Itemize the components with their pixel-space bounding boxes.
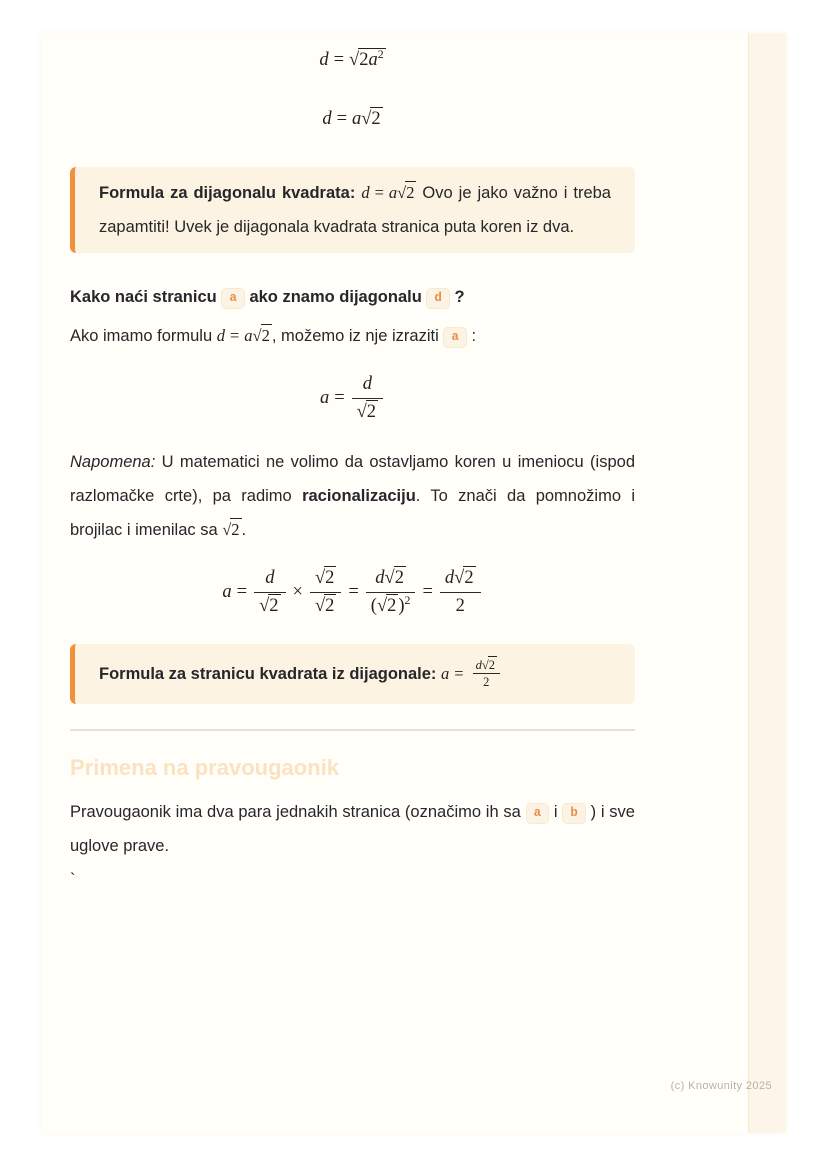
display-formula-rationalization: a = $\frac{d}{√2}$ × $\frac{√2}{√2}$ = $\frac{d√2}{(√2 )^2}$ = $\frac{d√2}{2}$ (70, 567, 635, 619)
inline-math-d-a-sqrt2: d = a√2 (216, 326, 270, 345)
display-formula-d-a-sqrt2 (70, 106, 635, 132)
math-op-eq: = (334, 388, 345, 409)
fraction-sqrt2-over-sqrt2: $\frac{√2}{√2}$ (310, 567, 341, 619)
copyright-footer: (c) Knowunity 2025 (670, 1080, 772, 1092)
variable-badge-b: b (562, 803, 586, 824)
paragraph-pravougaonik: Pravougaonik ima dva para jednakih stranica (označimo ih sa a i b ) i sve uglove prave. (70, 803, 635, 856)
stray-backtick: ` (70, 871, 76, 890)
math-var-a: a (352, 109, 362, 129)
fraction-dsqrt2-over-2: $\frac{d√2}{2}$ (440, 567, 481, 619)
paragraph-napomena: Napomena: U matematici ne volimo da ostavljamo koren u imeniocu (ispod razlomačke crte), pa radimo racionalizaciju. To znači da pomnožimo i brojilac i imenilac sa √2 . (70, 452, 635, 539)
callout-body-text: Ovo je jako važno i treba zapamtiti! Uvek je dijagonala kvadrata stranica puta koren iz dva. (99, 184, 611, 236)
fraction-d-over-sqrt2: $\frac{d}{√2}$ (254, 567, 285, 619)
radicand: 2 (371, 109, 381, 129)
variable-badge-a: a (221, 288, 245, 309)
inline-math-sqrt2: √2 (222, 519, 240, 539)
heading-how-to-find-side: Kako naći stranicu a ako znamo dijagonalu d ? (70, 283, 635, 311)
callout-diagonal-formula (70, 167, 635, 253)
callout-text (99, 176, 611, 244)
math-op-eq: = (333, 50, 345, 70)
inline-math-a-dsqrt2-over-2: a = $\frac{d√2}{2}$ (441, 664, 502, 683)
variable-badge-a: a (443, 327, 467, 348)
fraction-dsqrt2-over-sqrt2sq: $\frac{d√2}{(√2 )^2}$ (366, 567, 416, 619)
radicand: $2a^2$ (359, 46, 384, 70)
math-op-eq: = (336, 109, 348, 129)
callout-text (99, 657, 611, 691)
math-var-d: d (322, 109, 332, 129)
note-lead: Napomena: (70, 452, 156, 471)
small-fraction: $\frac{d√2}{2}$ (473, 658, 500, 690)
radical-sign: √ (361, 109, 372, 129)
math-var-a: a (319, 388, 330, 409)
callout-side-formula (70, 644, 635, 704)
page-content (42, 33, 786, 895)
display-formula-a-d-over-sqrt2 (70, 373, 635, 425)
callout-bold-label: Formula za dijagonalu kvadrata: (99, 184, 356, 202)
display-formula-d-sqrt-2a2 (70, 47, 635, 73)
fraction: $\frac{d}{√2}$ (352, 373, 383, 425)
radical-sign: √ (349, 50, 360, 70)
variable-badge-a: a (526, 803, 550, 824)
math-var-d: d (319, 50, 329, 70)
note-bold: racionalizaciju (302, 486, 416, 505)
paragraph-express-a: Ako imamo formulu d = a√2 , možemo iz nje izraziti a : (70, 319, 635, 353)
section-heading-pravougaonik: Primena na pravougaonik (70, 755, 339, 781)
section-divider (70, 729, 635, 731)
callout-bold-label: Formula za stranicu kvadrata iz dijagonale: (99, 665, 437, 684)
document-page (42, 33, 786, 1133)
math-op-times: × (292, 581, 303, 602)
superscript-2: 2 (377, 46, 384, 61)
inline-math-d-a-sqrt2: d = a√2 (361, 183, 415, 202)
variable-badge-d: d (426, 288, 450, 309)
